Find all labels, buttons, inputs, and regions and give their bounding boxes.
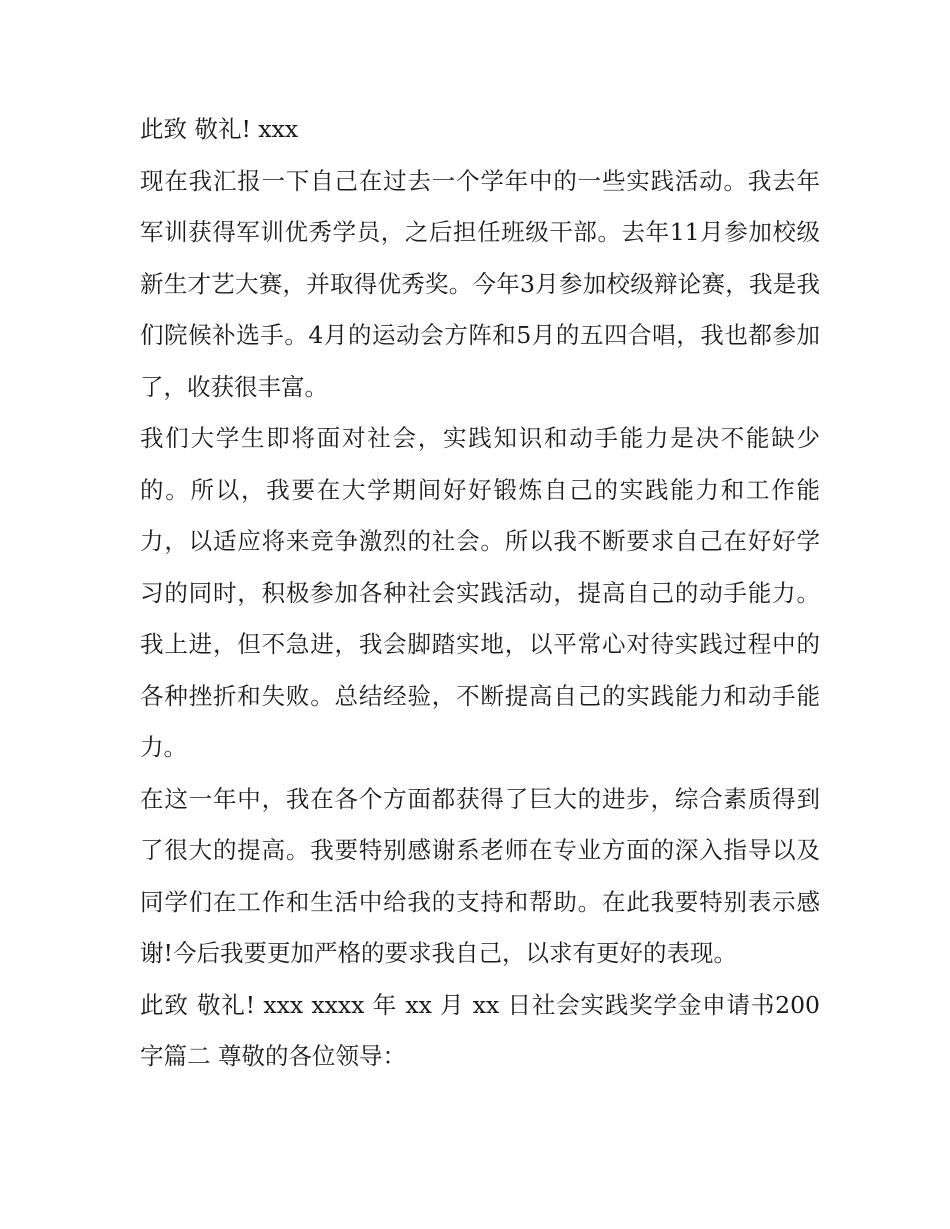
closing-and-next-heading: 此致 敬礼! xxx xxxx 年 xx 月 xx 日社会实践奖学金申请书200字篇二 尊敬的各位领导： [140,990,820,1070]
activities-paragraph: 现在我汇报一下自己在过去一个学年中的一些实践活动。我去年军训获得军训优秀学员，之后担任班级干部。去年11月参加校级新生才艺大赛，并取得优秀奖。今年3月参加校级辩论赛，我是我们院候补选手。4月的运动会方阵和5月的五四合唱，我也都参加了，收获很丰富。 [140,166,820,401]
thanks-paragraph: 在这一年中，我在各个方面都获得了巨大的进步，综合素质得到了很大的提高。我要特别感谢系老师在专业方面的深入指导以及同学们在工作和生活中给我的支持和帮助。在此我要特别表示感谢!今后我要更加严格的要求我自己，以求有更好的表现。 [140,784,820,967]
document-body [140,104,820,1083]
closing-line: 此致 敬礼! xxx [140,115,299,143]
practice-ability-paragraph: 我们大学生即将面对社会，实践知识和动手能力是决不能缺少的。所以，我要在大学期间好好锻炼自己的实践能力和工作能力，以适应将来竞争激烈的社会。所以我不断要求自己在好好学习的同时，积极参加各种社会实践活动，提高自己的动手能力。我上进，但不急进，我会脚踏实地，以平常心对待实践过程中的各种挫折和失败。总结经验，不断提高自己的实践能力和动手能力。 [140,424,820,761]
